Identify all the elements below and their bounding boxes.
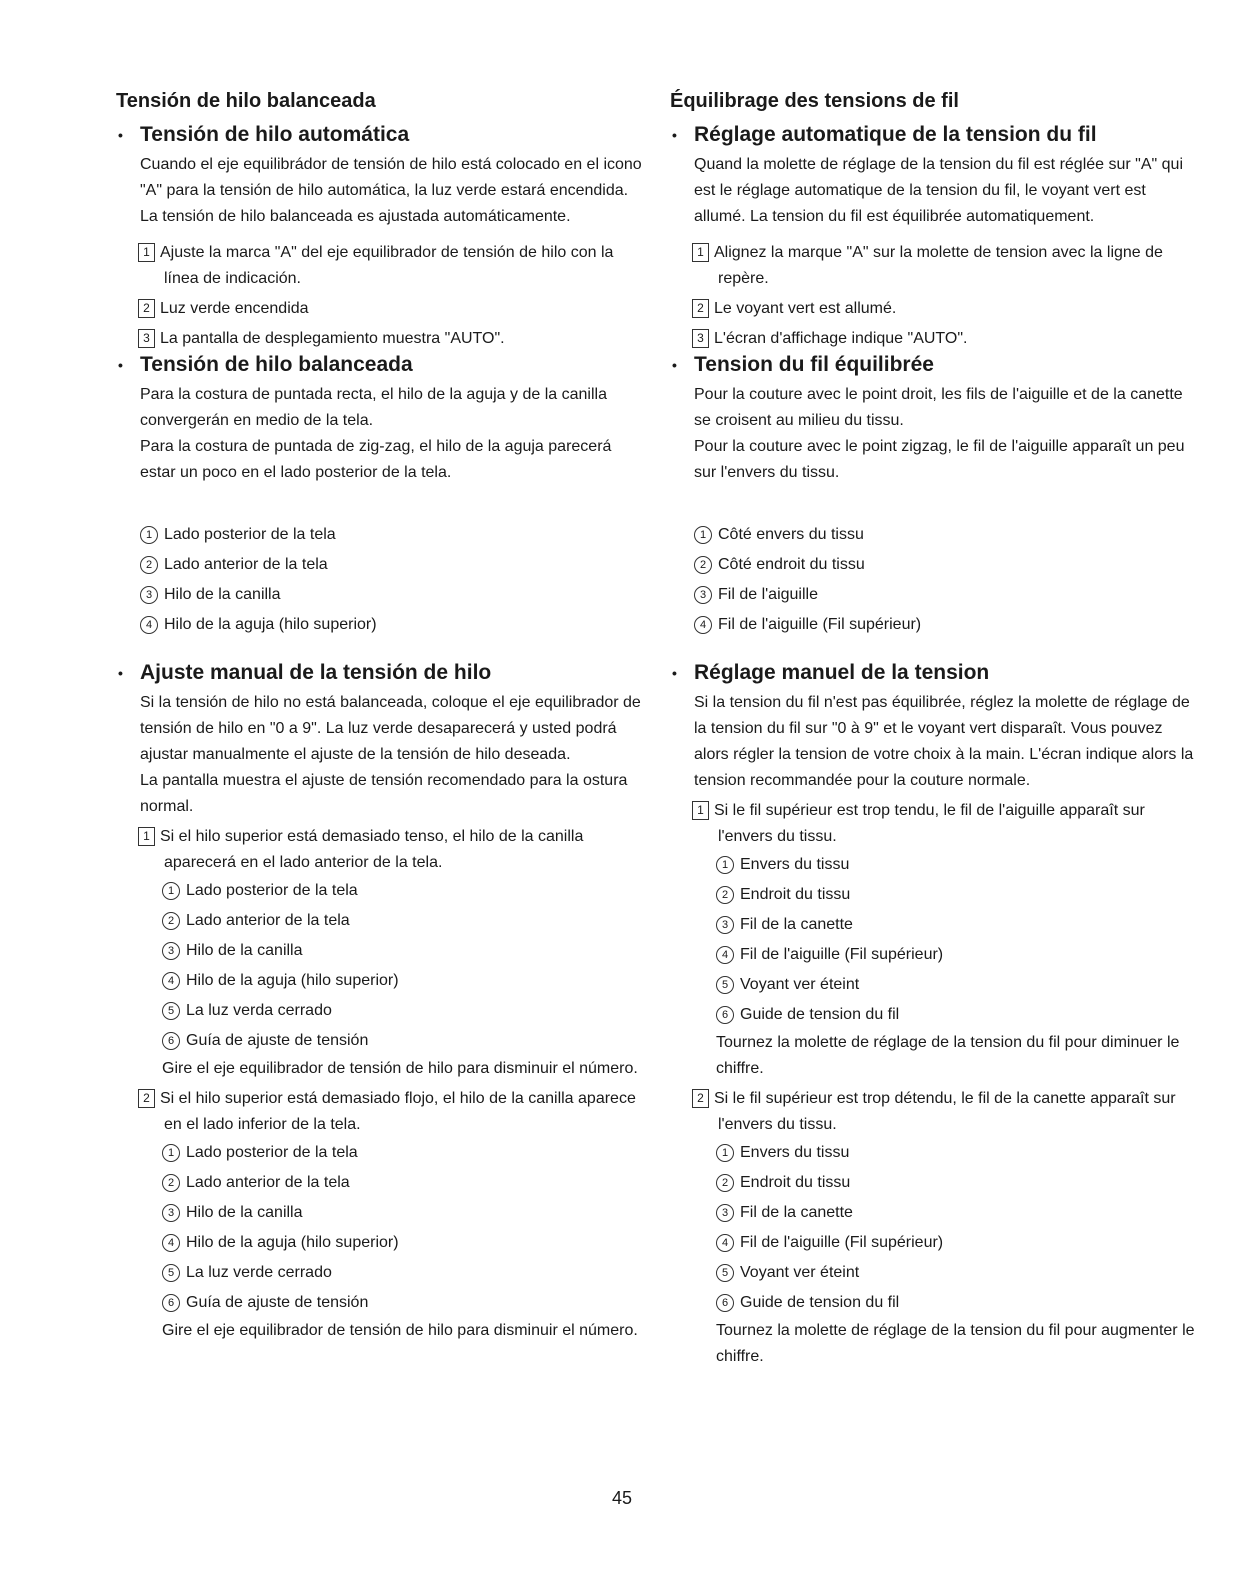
box-number: 3: [138, 329, 155, 348]
body-paragraph: Pour la couture avec le point zigzag, le fil de l'aiguille apparaît un peu sur l'envers du tissu.: [694, 438, 1185, 481]
circled-number: 4: [694, 616, 712, 634]
numbered-item: 2 Si el hilo superior está demasiado flojo, el hilo de la canilla aparece en el lado inferior de la tela.: [116, 1086, 646, 1138]
circled-number: 2: [716, 886, 734, 904]
box-number: 1: [138, 827, 155, 846]
instruction-note: Tournez la molette de réglage de la tension du fil pour augmenter le chiffre.: [716, 1322, 1195, 1365]
subsection-heading: • Tensión de hilo balanceada: [118, 353, 413, 376]
numbered-item: 2 Si le fil supérieur est trop détendu, le fil de la canette apparaît sur l'envers du tissu.: [670, 1086, 1200, 1138]
body-paragraph: Si la tension du fil n'est pas équilibrée, réglez la molette de réglage de la tension du fil sur "0 à 9" et le voyant vert disparaît. Vous pouvez alors régler la tension de votre choix à la main. L'écran indique alors la tension recommandée pour la couture normale.: [694, 694, 1194, 789]
box-number: 3: [692, 329, 709, 348]
legend-item: 5 La luz verda cerrado: [116, 996, 646, 1026]
spanish-column: [116, 88, 646, 1344]
circled-number: 4: [162, 972, 180, 990]
circled-number: 2: [140, 556, 158, 574]
legend-item: 4 Hilo de la aguja (hilo superior): [116, 1228, 646, 1258]
circled-number: 3: [140, 586, 158, 604]
circled-number: 2: [716, 1174, 734, 1192]
legend-item: 1 Envers du tissu: [670, 850, 1200, 880]
legend-item: 5 Voyant ver éteint: [670, 970, 1200, 1000]
legend-item: 1 Lado posterior de la tela: [116, 520, 646, 550]
numbered-item: 3 La pantalla de desplegamiento muestra "AUTO".: [116, 326, 646, 352]
body-paragraph: Quand la molette de réglage de la tension du fil est réglée sur "A" qui est le réglage automatique de la tension du fil, le voyant vert est allumé. La tension du fil est équilibrée automatiquement.: [694, 156, 1183, 225]
legend-item: 4 Fil de l'aiguille (Fil supérieur): [670, 610, 1200, 640]
box-number: 2: [138, 299, 155, 318]
legend-item: 5 Voyant ver éteint: [670, 1258, 1200, 1288]
subsection-heading: • Tensión de hilo automática: [118, 123, 410, 146]
legend-item: 3 Fil de l'aiguille: [670, 580, 1200, 610]
legend-item: 1 Lado posterior de la tela: [116, 1138, 646, 1168]
circled-number: 1: [716, 1144, 734, 1162]
legend-item: 4 Hilo de la aguja (hilo superior): [116, 966, 646, 996]
french-column: [670, 88, 1200, 1370]
box-number: 2: [692, 1089, 709, 1108]
legend-item: 3 Hilo de la canilla: [116, 1198, 646, 1228]
bullet-icon: •: [672, 127, 677, 143]
circled-number: 1: [162, 1144, 180, 1162]
circled-number: 6: [716, 1294, 734, 1312]
bullet-icon: •: [118, 357, 123, 373]
legend-item: 6 Guide de tension du fil: [670, 1288, 1200, 1318]
legend-item: 2 Lado anterior de la tela: [116, 906, 646, 936]
circled-number: 1: [140, 526, 158, 544]
circled-number: 3: [162, 1204, 180, 1222]
legend-item: 6 Guía de ajuste de tensión: [116, 1026, 646, 1056]
subsection-heading: • Tension du fil équilibrée: [672, 353, 934, 376]
circled-number: 5: [716, 1264, 734, 1282]
circled-number: 3: [694, 586, 712, 604]
numbered-item: 2 Le voyant vert est allumé.: [670, 296, 1200, 322]
circled-number: 3: [162, 942, 180, 960]
numbered-item: 2 Luz verde encendida: [116, 296, 646, 322]
circled-number: 5: [162, 1264, 180, 1282]
box-number: 2: [138, 1089, 155, 1108]
legend-item: 2 Lado anterior de la tela: [116, 550, 646, 580]
box-number: 1: [692, 243, 709, 262]
legend-item: 3 Hilo de la canilla: [116, 580, 646, 610]
legend-item: 4 Fil de l'aiguille (Fil supérieur): [670, 940, 1200, 970]
instruction-note: Tournez la molette de réglage de la tension du fil pour diminuer le chiffre.: [716, 1034, 1180, 1077]
circled-number: 6: [716, 1006, 734, 1024]
box-number: 1: [138, 243, 155, 262]
legend-item: 4 Fil de l'aiguille (Fil supérieur): [670, 1228, 1200, 1258]
circled-number: 2: [162, 1174, 180, 1192]
circled-number: 1: [716, 856, 734, 874]
instruction-note: Gire el eje equilibrador de tensión de hilo para disminuir el número.: [162, 1060, 638, 1077]
circled-number: 4: [716, 946, 734, 964]
box-number: 2: [692, 299, 709, 318]
bullet-icon: •: [118, 665, 123, 681]
body-paragraph: Para la costura de puntada recta, el hilo de la aguja y de la canilla convergerán en medio de la tela.: [140, 386, 607, 429]
bullet-icon: •: [672, 665, 677, 681]
subsection-heading: • Réglage automatique de la tension du fil: [672, 123, 1097, 146]
legend-item: 1 Envers du tissu: [670, 1138, 1200, 1168]
numbered-item: 1 Si le fil supérieur est trop tendu, le fil de l'aiguille apparaît sur l'envers du tissu.: [670, 798, 1200, 850]
legend-item: 1 Lado posterior de la tela: [116, 876, 646, 906]
section-title: Équilibrage des tensions de fil: [670, 90, 959, 112]
legend-item: 6 Guide de tension du fil: [670, 1000, 1200, 1030]
legend-item: 2 Lado anterior de la tela: [116, 1168, 646, 1198]
section-title: Tensión de hilo balanceada: [116, 90, 376, 112]
circled-number: 6: [162, 1294, 180, 1312]
circled-number: 1: [162, 882, 180, 900]
legend-item: 2 Endroit du tissu: [670, 880, 1200, 910]
legend-item: 2 Côté endroit du tissu: [670, 550, 1200, 580]
body-paragraph: Si la tensión de hilo no está balanceada, coloque el eje equilibrador de tensión de hilo en "0 a 9". La luz verde desaparecerá y usted podrá ajustar manualmente el ajuste de la tensión de hilo deseada.: [140, 694, 641, 763]
legend-item: 3 Fil de la canette: [670, 1198, 1200, 1228]
legend-item: 5 La luz verde cerrado: [116, 1258, 646, 1288]
circled-number: 2: [162, 912, 180, 930]
legend-item: 2 Endroit du tissu: [670, 1168, 1200, 1198]
body-paragraph: La pantalla muestra el ajuste de tensión recomendado para la ostura normal.: [140, 772, 628, 815]
subsection-heading: • Réglage manuel de la tension: [672, 661, 990, 684]
bullet-icon: •: [672, 357, 677, 373]
circled-number: 6: [162, 1032, 180, 1050]
numbered-item: 1 Ajuste la marca "A" del eje equilibrador de tensión de hilo con la línea de indicación.: [116, 240, 646, 292]
numbered-item: 1 Si el hilo superior está demasiado tenso, el hilo de la canilla aparecerá en el lado anterior de la tela.: [116, 824, 646, 876]
legend-item: 1 Côté envers du tissu: [670, 520, 1200, 550]
circled-number: 1: [694, 526, 712, 544]
circled-number: 5: [716, 976, 734, 994]
circled-number: 3: [716, 916, 734, 934]
circled-number: 4: [140, 616, 158, 634]
circled-number: 2: [694, 556, 712, 574]
legend-item: 3 Fil de la canette: [670, 910, 1200, 940]
box-number: 1: [692, 801, 709, 820]
legend-item: 3 Hilo de la canilla: [116, 936, 646, 966]
circled-number: 5: [162, 1002, 180, 1020]
page-number: 45: [611, 1488, 633, 1508]
numbered-item: 1 Alignez la marque "A" sur la molette de tension avec la ligne de repère.: [670, 240, 1200, 292]
circled-number: 4: [162, 1234, 180, 1252]
subsection-heading: • Ajuste manual de la tensión de hilo: [118, 661, 492, 684]
legend-item: 6 Guía de ajuste de tensión: [116, 1288, 646, 1318]
circled-number: 4: [716, 1234, 734, 1252]
instruction-note: Gire el eje equilibrador de tensión de hilo para disminuir el número.: [162, 1322, 638, 1339]
body-paragraph: Para la costura de puntada de zig-zag, el hilo de la aguja parecerá estar un poco en el lado posterior de la tela.: [140, 438, 612, 481]
circled-number: 3: [716, 1204, 734, 1222]
bullet-icon: •: [118, 127, 123, 143]
body-paragraph: Pour la couture avec le point droit, les fils de l'aiguille et de la canette se croisent au milieu du tissu.: [694, 386, 1183, 429]
body-paragraph: Cuando el eje equilibrádor de tensión de hilo está colocado en el icono "A" para la tensión de hilo automática, la luz verde estará encendida. La tensión de hilo balanceada es ajustada automáticamente.: [140, 156, 642, 225]
numbered-item: 3 L'écran d'affichage indique "AUTO".: [670, 326, 1200, 352]
legend-item: 4 Hilo de la aguja (hilo superior): [116, 610, 646, 640]
